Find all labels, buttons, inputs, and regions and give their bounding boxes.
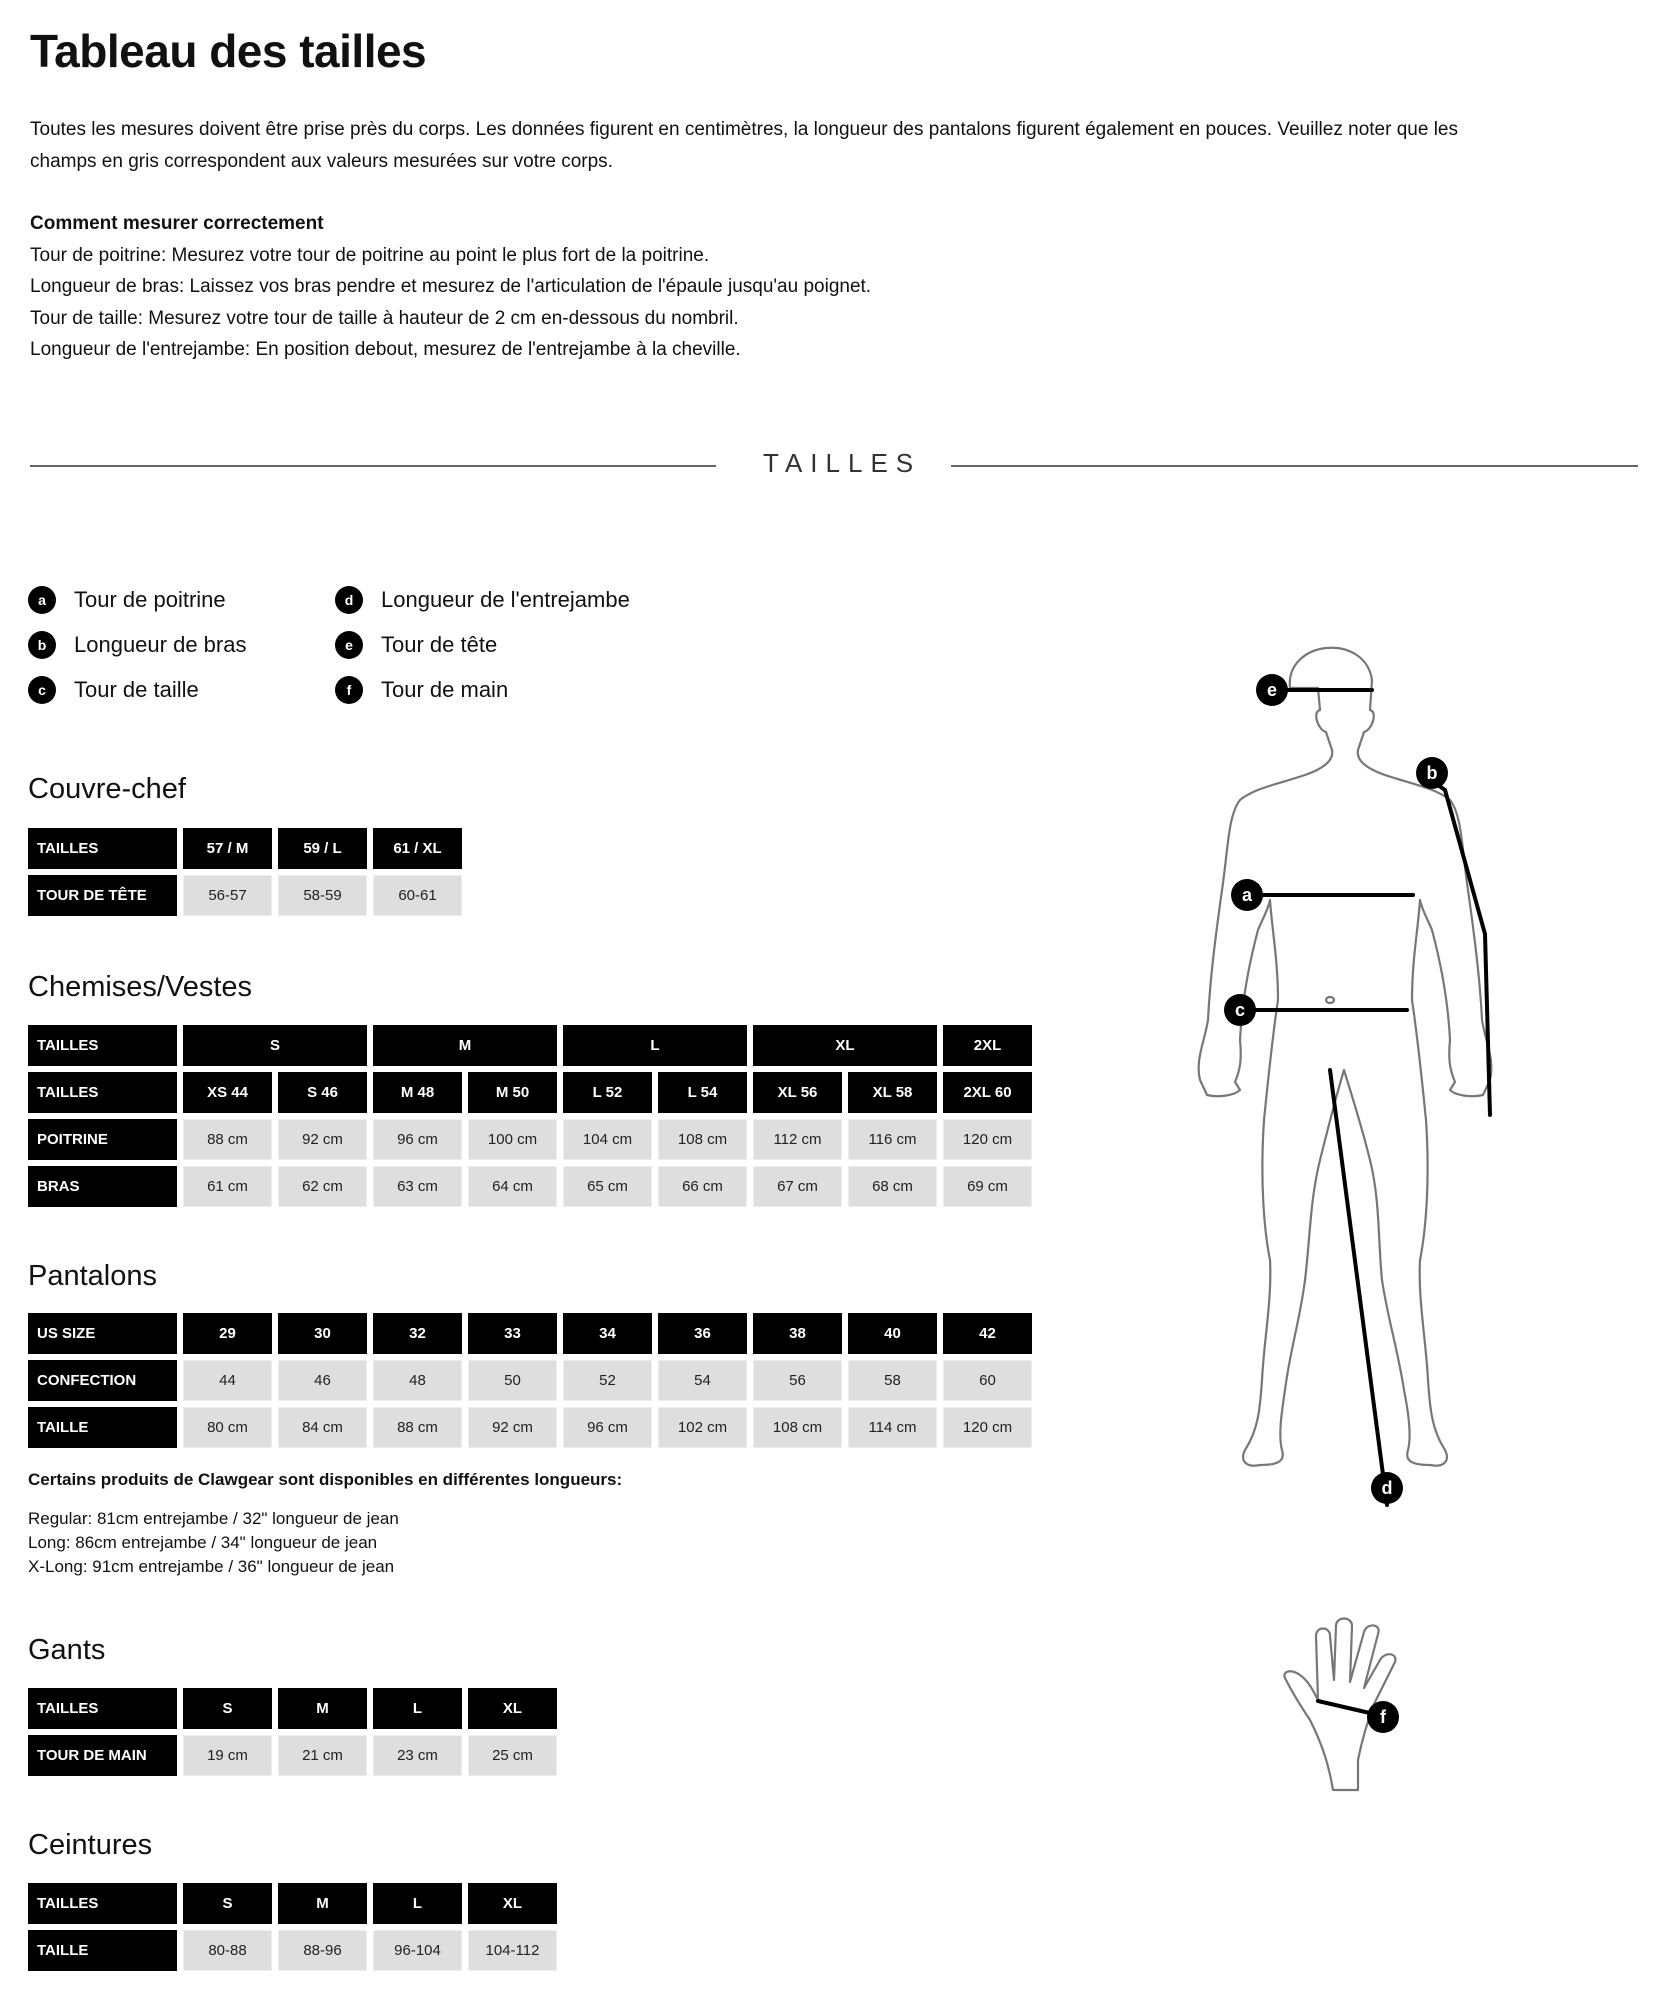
table-header-row bbox=[28, 1313, 1038, 1354]
value-cell: 54 bbox=[658, 1360, 747, 1401]
value-cell: 67 cm bbox=[753, 1166, 842, 1207]
value-cell: 61 cm bbox=[183, 1166, 272, 1207]
group-header-cell: S bbox=[183, 1025, 367, 1066]
header-cell: 61 / XL bbox=[373, 828, 462, 869]
value-cell: 46 bbox=[278, 1360, 367, 1401]
svg-text:e: e bbox=[1266, 680, 1278, 700]
value-cell: 19 cm bbox=[183, 1735, 272, 1776]
table-row bbox=[28, 1930, 563, 1971]
table-header-row bbox=[28, 1883, 563, 1924]
legend-item-a bbox=[28, 583, 246, 617]
legend-item-e bbox=[335, 628, 630, 662]
value-cell: 114 cm bbox=[848, 1407, 937, 1448]
divider-label: TAILLES bbox=[763, 448, 922, 478]
group-header-cell: M bbox=[373, 1025, 557, 1066]
value-cell: 102 cm bbox=[658, 1407, 747, 1448]
table-group-header-row bbox=[28, 1025, 1038, 1066]
table-couvre-chef bbox=[28, 828, 468, 922]
value-cell: 58-59 bbox=[278, 875, 367, 916]
value-cell: 66 cm bbox=[658, 1166, 747, 1207]
divider-left bbox=[30, 465, 716, 467]
lengths-note bbox=[28, 1507, 399, 1579]
value-cell: 65 cm bbox=[563, 1166, 652, 1207]
row-label: TAILLE bbox=[28, 1930, 177, 1971]
intro-text bbox=[30, 114, 1630, 178]
lengths-note-heading: Certains produits de Clawgear sont disponibles en différentes longueurs: bbox=[28, 1470, 623, 1489]
value-cell: 48 bbox=[373, 1360, 462, 1401]
lengths-note-line: Long: 86cm entrejambe / 34" longueur de jean bbox=[28, 1533, 378, 1552]
header-cell: XL bbox=[468, 1883, 557, 1924]
page-title: Tableau des tailles bbox=[30, 25, 427, 77]
value-cell: 84 cm bbox=[278, 1407, 367, 1448]
value-cell: 60 bbox=[943, 1360, 1032, 1401]
value-cell: 104-112 bbox=[468, 1930, 557, 1971]
header-cell: L 52 bbox=[563, 1072, 652, 1113]
header-cell: 42 bbox=[943, 1313, 1032, 1354]
legend-label: Tour de taille bbox=[74, 677, 199, 702]
value-cell: 60-61 bbox=[373, 875, 462, 916]
table-row bbox=[28, 1407, 1038, 1448]
value-cell: 25 cm bbox=[468, 1735, 557, 1776]
value-cell: 112 cm bbox=[753, 1119, 842, 1160]
header-cell: 2XL 60 bbox=[943, 1072, 1032, 1113]
legend-item-c bbox=[28, 673, 246, 707]
header-cell: S bbox=[183, 1883, 272, 1924]
svg-text:b: b bbox=[1426, 763, 1438, 783]
intro-line: champs en gris correspondent aux valeurs mesurées sur votre corps. bbox=[30, 151, 613, 172]
value-cell: 92 cm bbox=[468, 1407, 557, 1448]
table-row bbox=[28, 875, 468, 916]
value-cell: 120 cm bbox=[943, 1119, 1032, 1160]
value-cell: 100 cm bbox=[468, 1119, 557, 1160]
legend-label: Longueur de bras bbox=[74, 632, 247, 657]
row-label: CONFECTION bbox=[28, 1360, 177, 1401]
header-cell: 38 bbox=[753, 1313, 842, 1354]
table-ceintures bbox=[28, 1883, 563, 1977]
table-gants bbox=[28, 1688, 563, 1782]
value-cell: 120 cm bbox=[943, 1407, 1032, 1448]
row-label: TOUR DE MAIN bbox=[28, 1735, 177, 1776]
value-cell: 104 cm bbox=[563, 1119, 652, 1160]
header-cell: S 46 bbox=[278, 1072, 367, 1113]
header-cell: XS 44 bbox=[183, 1072, 272, 1113]
header-cell: XL bbox=[468, 1688, 557, 1729]
header-cell: M bbox=[278, 1688, 367, 1729]
table-row bbox=[28, 1360, 1038, 1401]
row-label: TAILLES bbox=[28, 1025, 177, 1066]
how-to-line: Tour de poitrine: Mesurez votre tour de poitrine au point le plus fort de la poitrine. bbox=[30, 244, 710, 266]
badge-b-icon: b bbox=[28, 631, 56, 659]
group-header-cell: L bbox=[563, 1025, 747, 1066]
badge-f-icon: f bbox=[335, 676, 363, 704]
row-label: BRAS bbox=[28, 1166, 177, 1207]
body-outline-icon bbox=[1150, 620, 1550, 1800]
row-label: TAILLES bbox=[28, 828, 177, 869]
table-row bbox=[28, 1166, 1038, 1207]
row-label: TAILLES bbox=[28, 1883, 177, 1924]
svg-text:f: f bbox=[1380, 1707, 1386, 1727]
value-cell: 58 bbox=[848, 1360, 937, 1401]
how-to-line: Longueur de l'entrejambe: En position debout, mesurez de l'entrejambe à la cheville. bbox=[30, 339, 741, 360]
legend-label: Tour de poitrine bbox=[74, 587, 226, 612]
legend-item-d bbox=[335, 583, 630, 617]
header-cell: M 48 bbox=[373, 1072, 462, 1113]
header-cell: XL 58 bbox=[848, 1072, 937, 1113]
how-to-line: Longueur de bras: Laissez vos bras pendre et mesurez de l'articulation de l'épaule jusqu'au poignet. bbox=[30, 276, 872, 297]
value-cell: 108 cm bbox=[658, 1119, 747, 1160]
value-cell: 96-104 bbox=[373, 1930, 462, 1971]
how-to-line: Tour de taille: Mesurez votre tour de taille à hauteur de 2 cm en-dessous du nombril. bbox=[30, 307, 739, 329]
row-label: US SIZE bbox=[28, 1313, 177, 1354]
badge-e-icon: e bbox=[335, 631, 363, 659]
badge-d-icon: d bbox=[335, 586, 363, 614]
svg-text:d: d bbox=[1381, 1478, 1393, 1498]
header-cell: M 50 bbox=[468, 1072, 557, 1113]
badge-c-icon: c bbox=[28, 676, 56, 704]
value-cell: 56-57 bbox=[183, 875, 272, 916]
row-label: POITRINE bbox=[28, 1119, 177, 1160]
value-cell: 88-96 bbox=[278, 1930, 367, 1971]
figure-badges bbox=[1224, 674, 1448, 1504]
header-cell: S bbox=[183, 1688, 272, 1729]
section-title-couvre-chef: Couvre-chef bbox=[28, 773, 186, 805]
value-cell: 88 cm bbox=[373, 1407, 462, 1448]
legend-label: Tour de tête bbox=[381, 632, 498, 657]
value-cell: 63 cm bbox=[373, 1166, 462, 1207]
hand-outline-icon bbox=[1284, 1619, 1399, 1791]
table-header-row bbox=[28, 1072, 1038, 1113]
table-row bbox=[28, 1119, 1038, 1160]
lengths-note-line: Regular: 81cm entrejambe / 32" longueur de jean bbox=[28, 1509, 399, 1528]
row-label: TAILLES bbox=[28, 1072, 177, 1113]
divider-right bbox=[951, 465, 1638, 467]
header-cell: 34 bbox=[563, 1313, 652, 1354]
value-cell: 52 bbox=[563, 1360, 652, 1401]
header-cell: 59 / L bbox=[278, 828, 367, 869]
table-pantalons bbox=[28, 1313, 1038, 1454]
header-cell: 33 bbox=[468, 1313, 557, 1354]
header-cell: 36 bbox=[658, 1313, 747, 1354]
value-cell: 108 cm bbox=[753, 1407, 842, 1448]
value-cell: 23 cm bbox=[373, 1735, 462, 1776]
header-cell: L bbox=[373, 1883, 462, 1924]
value-cell: 80 cm bbox=[183, 1407, 272, 1448]
header-cell: 32 bbox=[373, 1313, 462, 1354]
value-cell: 92 cm bbox=[278, 1119, 367, 1160]
value-cell: 96 cm bbox=[563, 1407, 652, 1448]
value-cell: 116 cm bbox=[848, 1119, 937, 1160]
value-cell: 50 bbox=[468, 1360, 557, 1401]
section-title-ceintures: Ceintures bbox=[28, 1829, 153, 1861]
value-cell: 68 cm bbox=[848, 1166, 937, 1207]
value-cell: 56 bbox=[753, 1360, 842, 1401]
table-chemises bbox=[28, 1025, 1038, 1213]
header-cell: M bbox=[278, 1883, 367, 1924]
how-to-heading: Comment mesurer correctement bbox=[30, 213, 324, 234]
svg-text:c: c bbox=[1234, 1000, 1246, 1020]
table-row bbox=[28, 1735, 563, 1776]
lengths-note-line: X-Long: 91cm entrejambe / 36" longueur de jean bbox=[28, 1557, 395, 1576]
svg-text:a: a bbox=[1241, 885, 1253, 905]
header-cell: XL 56 bbox=[753, 1072, 842, 1113]
badge-a-icon: a bbox=[28, 586, 56, 614]
value-cell: 21 cm bbox=[278, 1735, 367, 1776]
group-header-cell: XL bbox=[753, 1025, 937, 1066]
header-cell: 57 / M bbox=[183, 828, 272, 869]
table-header-row bbox=[28, 828, 468, 869]
legend-col-2 bbox=[335, 583, 630, 707]
intro-line: Toutes les mesures doivent être prise près du corps. Les données figurent en centimètres, la longueur des pantalons figurent également en pouces. Veuillez noter que les bbox=[30, 119, 1458, 140]
value-cell: 88 cm bbox=[183, 1119, 272, 1160]
value-cell: 64 cm bbox=[468, 1166, 557, 1207]
group-header-cell: 2XL bbox=[943, 1025, 1032, 1066]
header-cell: L 54 bbox=[658, 1072, 747, 1113]
legend-col-1 bbox=[28, 583, 246, 707]
legend-item-b bbox=[28, 628, 246, 662]
legend-label: Tour de main bbox=[381, 677, 509, 702]
table-header-row bbox=[28, 1688, 563, 1729]
how-to-measure bbox=[30, 208, 871, 366]
header-cell: 40 bbox=[848, 1313, 937, 1354]
value-cell: 62 cm bbox=[278, 1166, 367, 1207]
row-label: TAILLES bbox=[28, 1688, 177, 1729]
header-cell: 30 bbox=[278, 1313, 367, 1354]
section-title-pantalons: Pantalons bbox=[28, 1260, 157, 1292]
header-cell: L bbox=[373, 1688, 462, 1729]
row-label: TAILLE bbox=[28, 1407, 177, 1448]
section-title-chemises: Chemises/Vestes bbox=[28, 971, 253, 1003]
row-label: TOUR DE TÊTE bbox=[28, 875, 177, 916]
value-cell: 69 cm bbox=[943, 1166, 1032, 1207]
value-cell: 80-88 bbox=[183, 1930, 272, 1971]
header-cell: 29 bbox=[183, 1313, 272, 1354]
legend-label: Longueur de l'entrejambe bbox=[381, 587, 630, 612]
section-title-gants: Gants bbox=[28, 1634, 106, 1666]
value-cell: 96 cm bbox=[373, 1119, 462, 1160]
legend-item-f bbox=[335, 673, 630, 707]
value-cell: 44 bbox=[183, 1360, 272, 1401]
